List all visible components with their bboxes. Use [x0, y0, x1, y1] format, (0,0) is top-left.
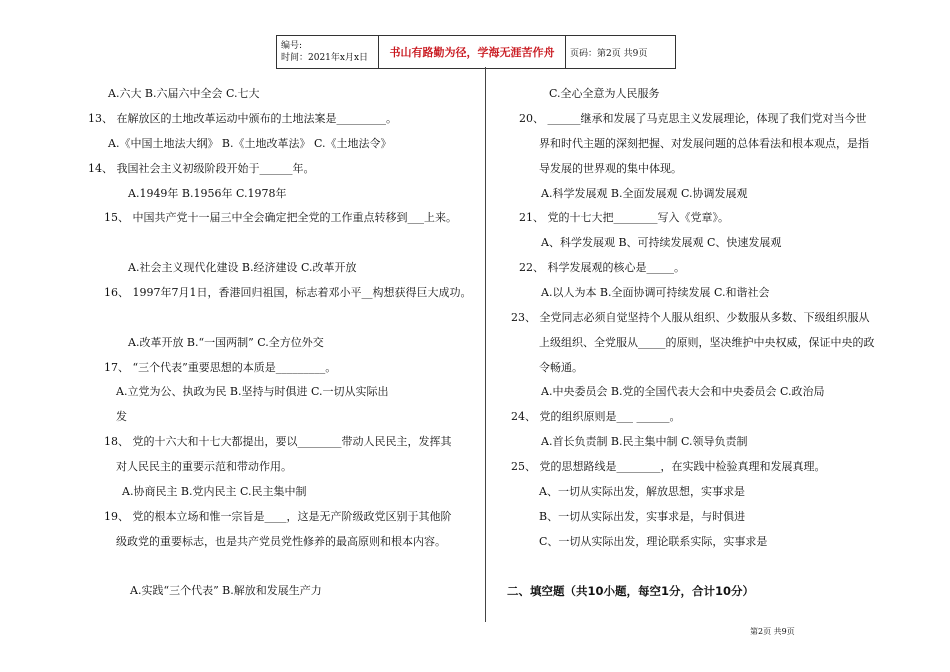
q17-options: A.立党为公、执政为民 B.坚持与时俱进 C.一切从实际出	[116, 385, 389, 398]
q19-continued: 级政党的重要标志，也是共产党员党性修养的最高原则和根本内容。	[116, 535, 446, 548]
question-17: 17、 “三个代表”重要思想的本质是_________。	[104, 361, 337, 374]
header-page-label: 页码：第2页 共9页	[570, 48, 648, 59]
section-2-heading: 二、填空题（共10小题，每空1分，合计10分）	[507, 584, 755, 598]
question-18: 18、 党的十六大和十七大都提出，要以________带动人民民主，发挥其	[104, 435, 452, 448]
question-15: 15、 中国共产党十一届三中全会确定把全党的工作重点转移到___上来。	[104, 211, 457, 224]
q20-continued-2: 导发展的世界观的集中体现。	[539, 162, 682, 175]
header-meta	[277, 36, 379, 68]
q13-options: A.《中国土地法大纲》 B.《土地改革法》 C.《土地法令》	[108, 137, 392, 150]
q14-options: A.1949年 B.1956年 C.1978年	[128, 187, 287, 200]
q17-continued: 发	[116, 410, 127, 423]
question-21: 21、 党的十七大把________写入《党章》。	[519, 211, 729, 224]
question-14: 14、 我国社会主义初级阶段开始于______年。	[88, 162, 315, 175]
question-19: 19、 党的根本立场和惟一宗旨是____，这是无产阶级政党区别于其他阶	[104, 510, 452, 523]
q23-options: A.中央委员会 B.党的全国代表大会和中央委员会 C.政治局	[541, 385, 825, 398]
q25-option-b: B、一切从实际出发，实事求是，与时俱进	[539, 510, 746, 523]
q18-continued: 对人民民主的重要示范和带动作用。	[116, 460, 292, 473]
question-25: 25、 党的思想路线是________，在实践中检验真理和发展真理。	[511, 460, 826, 473]
question-13: 13、 在解放区的土地改革运动中颁布的土地法案是_________。	[88, 112, 397, 125]
page-footer: 第2页 共9页	[750, 627, 795, 636]
q20-continued-1: 界和时代主题的深刻把握、对发展问题的总体看法和根本观点，是指	[539, 137, 869, 150]
time-label: 时间：2021年x月x日	[281, 53, 369, 63]
question-24: 24、 党的组织原则是___ ______。	[511, 410, 681, 423]
page-header	[276, 35, 676, 69]
question-16: 16、 1997年7月1日，香港回归祖国，标志着邓小平__构想获得巨大成功。	[104, 286, 472, 299]
q18-options: A.协商民主 B.党内民主 C.民主集中制	[122, 485, 307, 498]
q16-options: A.改革开放 B.“一国两制” C.全方位外交	[128, 336, 324, 349]
question-23: 23、 全党同志必须自觉坚持个人服从组织、少数服从多数、下级组织服从	[511, 311, 870, 324]
q12-options: A.六大 B.六届六中全会 C.七大	[108, 87, 260, 100]
q21-options: A、科学发展观 B、可持续发展观 C、快速发展观	[541, 236, 782, 249]
question-20: 20、 ______继承和发展了马克思主义发展理论，体现了我们党对当今世	[519, 112, 867, 125]
header-motto: 书山有路勤为径，学海无涯苦作舟	[379, 36, 566, 68]
q24-options: A.首长负责制 B.民主集中制 C.领导负责制	[541, 435, 748, 448]
q25-option-a: A、一切从实际出发，解放思想，实事求是	[539, 485, 745, 498]
code-label: 编号:	[281, 41, 303, 51]
q25-option-c: C、一切从实际出发，理论联系实际，实事求是	[539, 535, 768, 548]
q23-continued-2: 令畅通。	[539, 361, 583, 374]
q22-options: A.以人为本 B.全面协调可持续发展 C.和谐社会	[541, 286, 770, 299]
q19-option-c: C.全心全意为人民服务	[549, 87, 660, 100]
q20-options: A.科学发展观 B.全面发展观 C.协调发展观	[541, 187, 748, 200]
q23-continued-1: 上级组织、全党服从_____的原则，坚决维护中央权威，保证中央的政	[539, 336, 875, 349]
question-22: 22、 科学发展观的核心是_____。	[519, 261, 685, 274]
column-divider	[485, 67, 486, 622]
q19-options: A.实践“三个代表” B.解放和发展生产力	[130, 584, 322, 597]
q15-options: A.社会主义现代化建设 B.经济建设 C.改革开放	[128, 261, 357, 274]
